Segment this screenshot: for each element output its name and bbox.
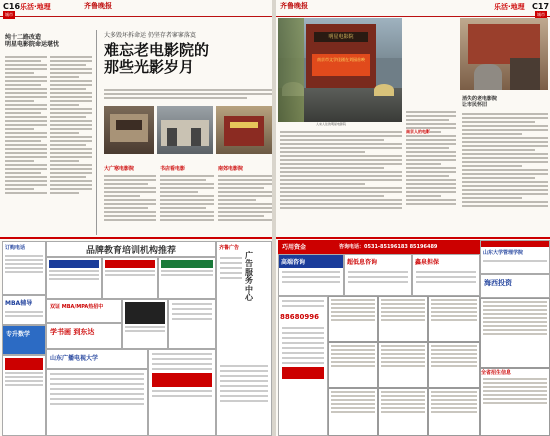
left-page-header [0, 0, 272, 17]
photo-mingxing-cinema [278, 18, 402, 122]
photo-old-cinema-1 [104, 106, 154, 154]
column-rule [96, 30, 97, 235]
danbao-ad: 鑫泉担保 [412, 254, 480, 296]
subarticle-2-text [160, 174, 214, 236]
classified-4 [328, 342, 378, 388]
edu-ad-1 [46, 257, 102, 299]
zhuanke-ad: 专升数学 [2, 325, 46, 355]
feature-kicker: 大多毁坏拆命运 仍坚存者寥寥落寞 [104, 32, 196, 39]
shandong-tv-ad: 山东广播电视大学 [46, 349, 148, 369]
hotline-ad: 订购电话 [2, 241, 46, 295]
subhead-2: 书店看电影 [160, 166, 186, 172]
lead-text [104, 88, 272, 102]
guanggao-service-ad: 齐鲁广告 广告服务中心 [216, 241, 272, 436]
classified-2 [378, 296, 428, 342]
classified-5 [378, 342, 428, 388]
zixun-ad-1: 高端咨询 [278, 254, 344, 296]
feature-headline: 难忘老电影院的 那些光影岁月 [104, 41, 210, 77]
edu-ad-7 [46, 369, 148, 436]
classified-right-2: 全省招生信息 [480, 368, 550, 436]
right-sidebar-headline: 消失的老电影院 让市民怀旧 [462, 96, 498, 108]
zixun-ad-2: 超低息咨询 [344, 254, 412, 296]
ad-section-divider [0, 237, 272, 239]
photo-lion-gate [460, 18, 548, 90]
section-name-right: 乐活·地理 [494, 3, 525, 11]
mba-ad: MBA辅导 [2, 295, 46, 325]
finance-header: 巧用资金 咨询电话：0531-85196183 85196489 [278, 240, 480, 254]
edu-banner: 品牌教育培训机构推荐 [46, 241, 216, 257]
photo-caption: 人来人往的明星电影院 [316, 122, 347, 126]
masthead-right: 齐鲁晚报 [280, 1, 308, 10]
left-page [0, 0, 272, 436]
edu-ad-6 [148, 349, 216, 436]
sub-tag-left: 城市 [5, 12, 13, 17]
photo-captions-row [104, 156, 272, 160]
right-page [276, 0, 550, 436]
page-number-right: C17 [532, 2, 550, 11]
edu-ad-3 [158, 257, 216, 299]
classified-right-1 [480, 298, 550, 368]
sidebar-body-text-2 [50, 55, 92, 235]
cinema-sign: 明星电影院 [314, 32, 368, 42]
big-phone-ad: 88680996 [278, 296, 328, 436]
right-page-header [276, 0, 550, 17]
section-name-left: 乐活·地理 [20, 3, 51, 11]
mba-mpa-ad: 双证 MBA/MPA热招中 [46, 299, 122, 323]
subhead-3: 南郊电影院 [218, 166, 244, 172]
photo-old-cinema-2 [157, 106, 213, 154]
classified-9 [428, 388, 480, 436]
subarticle-1-text [104, 174, 156, 236]
sdu-ad: 山东大学管理学院 [480, 240, 550, 274]
edu-ad-4 [122, 299, 168, 349]
misc-left-ad [2, 355, 46, 436]
sidebar-body-text [5, 55, 47, 235]
shuxue-ad: 学书画 到东达 [46, 323, 122, 349]
right-body-col-0 [280, 130, 402, 235]
classified-1 [328, 296, 378, 342]
edu-ad-2 [102, 257, 158, 299]
page-number-left: C16 [3, 2, 21, 11]
masthead-left: 齐鲁晚报 [84, 1, 112, 10]
right-body-col-2 [462, 112, 548, 235]
cinema-banner: 南京市文学佳剧在刘园首映 [312, 54, 370, 76]
classified-3 [428, 296, 480, 342]
classified-8 [378, 388, 428, 436]
photo-old-cinema-3 [216, 106, 272, 154]
haixi-ad: 海西投资 [480, 274, 550, 298]
subhead-4: 南京人的电影 [406, 129, 430, 134]
ad-section-divider-right [276, 237, 550, 239]
classified-6 [428, 342, 480, 388]
sidebar-headline: 纯十二路改造 明星电影院命运堪忧 [5, 34, 60, 49]
sub-tag-right: 城市 [537, 12, 545, 17]
edu-ad-5 [168, 299, 216, 349]
subarticle-3-text [218, 174, 272, 236]
classified-7 [328, 388, 378, 436]
subhead-1: 大广寒电影院 [104, 166, 135, 172]
